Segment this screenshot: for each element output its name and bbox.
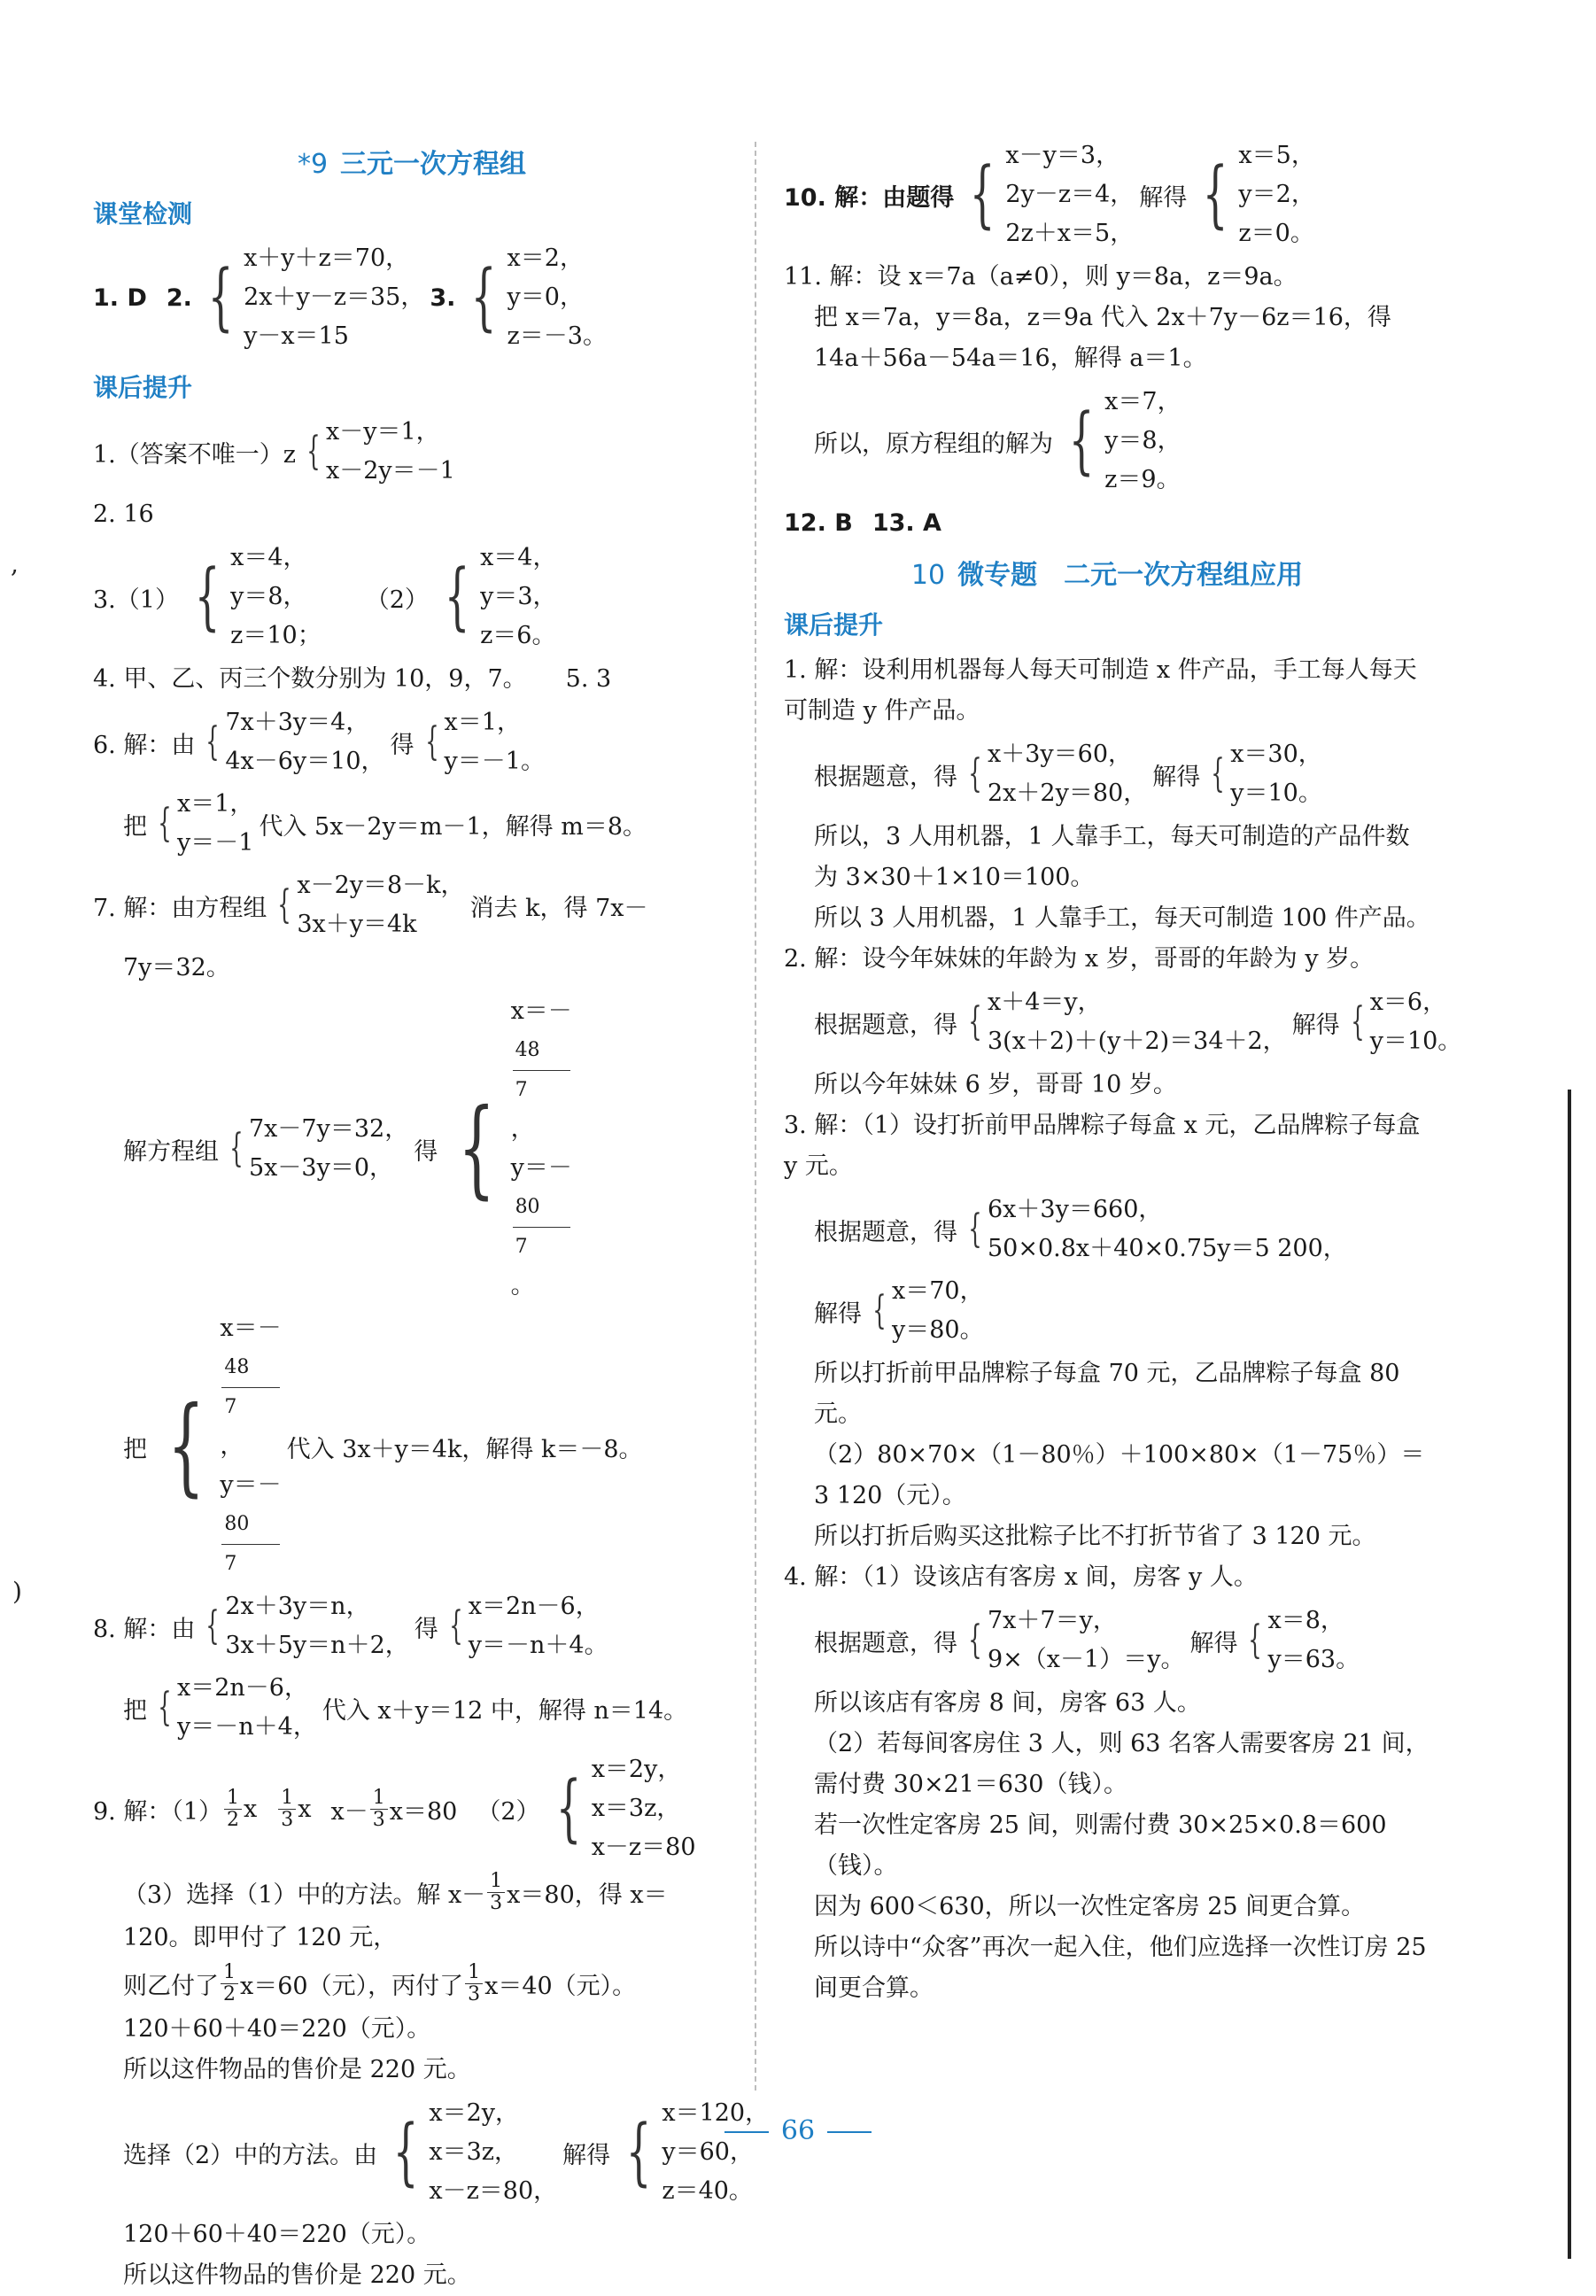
text-line: （2）80×70×（1－80％）＋100×80×（1－75％）＝3 120（元）。	[814, 1441, 1425, 1509]
equation-line: 7x＋3y＝4，	[225, 709, 370, 736]
equation-line: x＋y＋z＝70，	[244, 244, 410, 272]
equation-system: { x＋3y＝60， 2x＋2y＝80，	[963, 735, 1147, 813]
equation-line: 2z＋x＝5，	[1005, 220, 1135, 247]
scan-mark: )	[12, 1577, 22, 1606]
problem-4: 4. 解：（1）设该店有客房 x 间，房客 y 人。	[784, 1563, 1258, 1591]
answer-k4-k5: 4. 甲、乙、丙三个数分别为 10，9，7。 5. 3	[93, 665, 612, 693]
equation-line: z＝40。	[662, 2177, 753, 2205]
equation-line: x＝7，	[1104, 388, 1182, 415]
equation-line: 7x＋7＝y，	[988, 1607, 1117, 1634]
text-line: 所以 3 人用机器，1 人靠手工，每天可制造 100 件产品。	[814, 904, 1430, 932]
equation-system: { x＋y＋z＝70， 2x＋y－z＝35， y－x＝15	[198, 239, 424, 356]
equation-line: y＝8，	[230, 583, 307, 610]
equation-line: 3x＋y＝4k	[297, 911, 417, 938]
equation-line: y＝－n＋4。	[468, 1632, 608, 1659]
equation-line: x＝2，	[507, 244, 584, 272]
equation-system: { x＝2y， x＝3z， x－z＝80	[546, 1750, 696, 1867]
subheading-classroom-check: 课堂检测	[93, 199, 193, 229]
equation-line: 2y－z＝4，	[1005, 181, 1135, 208]
equation-line: x＝2n－6，	[177, 1674, 308, 1702]
equation-line: x＝1，	[177, 790, 254, 818]
text-line: 所以今年妹妹 6 岁，哥哥 10 岁。	[814, 1071, 1177, 1098]
equation-line: 5x－3y＝0，	[249, 1154, 394, 1182]
equation-line: x－y＝3，	[1005, 142, 1120, 169]
equation-line: y＝10。	[1369, 1028, 1462, 1055]
text-line: 所以这件物品的售价是 220 元。	[123, 2056, 471, 2083]
equation-system: { x＝－ 48 7 ， y＝－ 80 7	[152, 1309, 282, 1584]
equation-system: { x＝4， y＝3， z＝6。	[434, 539, 557, 655]
equation-line: x＝2n－6，	[468, 1593, 600, 1620]
equation-line: 2x＋2y＝80，	[988, 780, 1148, 807]
answer-k9: 9. 解：（1） $\frac{1}{2}$ x $\frac{1}{3}$ x x－ $\frac{1}{3}$ x＝80 （2） { x＝2y， x＝3z， x－z＝80	[93, 1750, 731, 1867]
text-line: 所以打折后购买这批粽子比不打折节省了 3 120 元。	[814, 1523, 1376, 1550]
equation-line: x－y＝1，	[326, 418, 440, 446]
equation-line: x＝6，	[1369, 989, 1447, 1016]
answer-q11-result: 所以，原方程组的解为 { x＝7， y＝8， z＝9。	[784, 383, 1430, 500]
equation-line: z＝－3。	[507, 322, 607, 350]
equation-system: { x＝2， y＝0， z＝－3。	[461, 239, 607, 356]
equation-line: z＝9。	[1104, 466, 1181, 493]
equation-line: y－x＝15	[244, 322, 349, 350]
equation-system: { x＝2n－6， y＝－n＋4。	[444, 1587, 608, 1665]
answer-k9-method2: 选择（2）中的方法。由 { x＝2y， x＝3z， x－z＝80， 解得 { x＝120， y＝60， z＝40。	[93, 2094, 731, 2211]
equation-system: { x＝2y， x＝3z， x－z＝80，	[383, 2094, 557, 2211]
fraction: $\frac{1}{2}$	[224, 1788, 242, 1831]
equation-line: 3x＋5y＝n＋2，	[225, 1632, 409, 1659]
equation-line: x－2y＝－1	[326, 457, 455, 485]
equation-system: { 7x＋7＝y， 9×（x－1）＝y。	[963, 1602, 1184, 1679]
equation-line: 4x－6y＝10，	[225, 748, 385, 775]
equation-system: { x＝6， y＝10。	[1345, 983, 1462, 1061]
equation-line: x＝2y，	[591, 1756, 682, 1783]
equation-line: x＝120，	[662, 2099, 770, 2127]
equation-line: z＝6。	[480, 622, 556, 649]
answer-q11: 11. 解：设 x＝7a（a≠0），则 y＝8a，z＝9a。	[784, 263, 1298, 291]
equation-line: x＝30，	[1230, 741, 1322, 768]
text-line: 120＋60＋40＝220（元）。	[123, 2015, 431, 2043]
answer-k2: 2. 16	[93, 500, 154, 528]
text-line: 120。即甲付了 120 元，	[123, 1924, 398, 1951]
equation-system: { x＝1， y＝－1。	[420, 703, 545, 781]
fraction: 80 7	[513, 1188, 570, 1267]
equation-system: { 2x＋3y＝n， 3x＋5y＝n＋2，	[200, 1587, 408, 1665]
answer-k8-substitute: 把 { x＝2n－6， y＝－n＋4， 代入 x＋y＝12 中，解得 n＝14。	[93, 1669, 731, 1747]
equation-line: y＝3，	[480, 583, 557, 610]
answer-row-1-3: 1. D 2. { x＋y＋z＝70， 2x＋y－z＝35， y－x＝15 3. { x＝2， y＝0， z＝－3。	[93, 239, 731, 356]
equation-line: 9×（x－1）＝y。	[988, 1646, 1185, 1673]
equation-line: 2x＋3y＝n，	[225, 1593, 370, 1620]
problem-3-system: 根据题意，得 { 6x＋3y＝660， 50×0.8x＋40×0.75y＝5 200，	[784, 1191, 1430, 1268]
equation-line: x＝70，	[892, 1277, 984, 1305]
answer-q11-body: 把 x＝7a，y＝8a，z＝9a 代入 2x＋7y－6z＝16，得 14a＋56a－54a＝16，解得 a＝1。	[814, 304, 1391, 372]
right-column	[784, 133, 1462, 2009]
fraction: $\frac{1}{3}$	[465, 1962, 483, 2005]
equation-system: { x＝4， y＝8， z＝10；	[184, 539, 322, 655]
equation-system: { x＝70， y＝80。	[867, 1272, 984, 1350]
equation-line: x＝4，	[480, 544, 557, 571]
answer-k9-payments: 则乙付了 $\frac{1}{2}$ x＝60（元），丙付了 $\frac{1}{3}$ x＝40（元）。	[123, 1961, 637, 2005]
equation-line: y＝8，	[1104, 427, 1182, 454]
equation-line: y＝－1。	[444, 748, 545, 775]
fraction: 48 7	[221, 1348, 279, 1427]
equation-system: { 7x＋3y＝4， 4x－6y＝10，	[200, 703, 384, 781]
equation-line: x＋4＝y，	[988, 989, 1102, 1016]
equation-line: x＝5，	[1238, 142, 1315, 169]
equation-line: x＝4，	[230, 544, 307, 571]
fraction: 80 7	[221, 1505, 279, 1584]
problem-3-result: 解得 { x＝70， y＝80。	[784, 1272, 1430, 1350]
answer-q12-q13: 12. B 13. A	[784, 509, 941, 537]
equation-system: { x＝30， y＝10。	[1205, 735, 1322, 813]
equation-line: 50×0.8x＋40×0.75y＝5 200，	[988, 1235, 1347, 1262]
equation-line: 6x＋3y＝660，	[988, 1196, 1163, 1223]
equation-line: z＝0。	[1238, 220, 1314, 247]
section-10-title: 10 微专题 二元一次方程组应用	[910, 560, 1304, 591]
text-line: 所以打折前甲品牌粽子每盒 70 元，乙品牌粽子每盒 80 元。	[814, 1360, 1400, 1428]
fraction: $\frac{1}{3}$	[370, 1788, 388, 1831]
page-number: 66	[0, 2115, 1596, 2146]
page-edge-shadow	[1568, 1090, 1571, 2259]
equation-system: { x＝5， y＝2， z＝0。	[1192, 136, 1315, 253]
equation-line: z＝10；	[230, 622, 322, 649]
problem-1: 1. 解：设利用机器每人每天可制造 x 件产品，手工每人每天可制造 y 件产品。	[784, 656, 1417, 725]
equation-system: { x＝1， y＝－1	[152, 785, 253, 863]
scan-mark: ,	[11, 549, 19, 578]
equation-system: { x＝7， y＝8， z＝9。	[1058, 383, 1182, 500]
equation-line: x－z＝80，	[429, 2177, 558, 2205]
fraction: $\frac{1}{3}$	[487, 1871, 505, 1914]
problem-2: 2. 解：设今年妹妹的年龄为 x 岁，哥哥的年龄为 y 岁。	[784, 945, 1375, 973]
answer-k1: 1.（答案不唯一）z { x－y＝1， x－2y＝－1	[93, 413, 731, 491]
equation-system: { x＋4＝y， 3(x＋2)＋(y＋2)＝34＋2，	[963, 983, 1287, 1061]
subheading-after-class: 课后提升	[784, 610, 884, 640]
equation-system: { 6x＋3y＝660， 50×0.8x＋40×0.75y＝5 200，	[963, 1191, 1347, 1268]
answer-k7-cont: 7y＝32。	[123, 954, 230, 981]
equation-line: x＝3z，	[429, 2138, 518, 2166]
problem-1-system: 根据题意，得 { x＋3y＝60， 2x＋2y＝80， 解得 { x＝30， y＝10。	[784, 735, 1430, 813]
text-line: 若一次性定客房 25 间，则需付费 30×25×0.8＝600（钱）。	[814, 1811, 1387, 1880]
equation-line: x－2y＝8－k，	[297, 872, 465, 899]
equation-line: y＝2，	[1238, 181, 1315, 208]
answer-k7: 7. 解：由方程组 { x－2y＝8－k， 3x＋y＝4k 消去 k，得 7x－	[93, 866, 731, 944]
equation-system: { x－y＝3， 2y－z＝4， 2z＋x＝5，	[959, 136, 1134, 253]
equation-line: y＝60，	[662, 2138, 754, 2166]
text-line: 所以诗中“众客”再次一起入住，他们应选择一次性订房 25 间更合算。	[814, 1934, 1427, 2002]
answer-k6-substitute: 把 { x＝1， y＝－1 代入 5x－2y＝m－1，解得 m＝8。	[93, 785, 731, 863]
answer-k8: 8. 解：由 { 2x＋3y＝n， 3x＋5y＝n＋2， 得 { x＝2n－6， y＝－n＋4。	[93, 1587, 731, 1665]
answer-q10: 10. 解：由题得 { x－y＝3， 2y－z＝4， 2z＋x＝5， 解得 { x＝5， y＝2， z＝0。	[784, 136, 1430, 253]
answer-k7-substitute: 把 { x＝－ 48 7 ， y＝－ 80 7 代入 3x＋y＝4k，解得 k＝－8。	[93, 1309, 731, 1584]
answer-k6: 6. 解：由 { 7x＋3y＝4， 4x－6y＝10， 得 { x＝1， y＝－1。	[93, 703, 731, 781]
fraction: $\frac{1}{3}$	[278, 1788, 296, 1831]
text-line: （2）若每间客房住 3 人，则 63 名客人需要客房 21 间，需付费 30×21＝630（钱）。	[814, 1730, 1429, 1798]
equation-line: 3(x＋2)＋(y＋2)＝34＋2，	[988, 1028, 1287, 1055]
equation-line: x＝2y，	[429, 2099, 520, 2127]
equation-line: y＝－n＋4，	[177, 1713, 317, 1741]
equation-line: y＝0，	[507, 283, 584, 311]
equation-system: { 7x－7y＝32， 5x－3y＝0，	[224, 1110, 408, 1188]
fraction: 48 7	[513, 1031, 570, 1110]
equation-system: { x＝120， y＝60， z＝40。	[616, 2094, 769, 2211]
equation-system: { x－y＝1， x－2y＝－1	[301, 413, 455, 491]
text-line: 所以该店有客房 8 间，房客 63 人。	[814, 1689, 1201, 1717]
equation-line: y＝80。	[892, 1316, 984, 1344]
problem-4-system: 根据题意，得 { 7x＋7＝y， 9×（x－1）＝y。 解得 { x＝8， y＝63。	[784, 1602, 1430, 1679]
equation-line: y＝－1	[177, 829, 254, 857]
equation-line: x＝8，	[1267, 1607, 1344, 1634]
problem-2-system: 根据题意，得 { x＋4＝y， 3(x＋2)＋(y＋2)＝34＋2， 解得 { x＝6， y＝10。	[784, 983, 1430, 1061]
answer-k3: 3.（1） { x＝4， y＝8， z＝10； （2） { x＝4， y＝3， z＝6。	[93, 539, 731, 655]
left-column	[93, 133, 770, 2296]
subheading-after-class: 课后提升	[93, 373, 193, 402]
equation-line: 7x－7y＝32，	[249, 1115, 409, 1143]
problem-3: 3. 解：（1）设打折前甲品牌粽子每盒 x 元，乙品牌粽子每盒 y 元。	[784, 1112, 1421, 1180]
equation-system: { x＝2n－6， y＝－n＋4，	[152, 1669, 317, 1747]
equation-line: x－z＝80	[591, 1834, 696, 1861]
text-line: 所以这件物品的售价是 220 元。	[123, 2261, 471, 2289]
equation-system: { x＝8， y＝63。	[1243, 1602, 1360, 1679]
equation-system: { x－2y＝8－k， 3x＋y＝4k	[272, 866, 464, 944]
answer-k9-3: （3）选择（1）中的方法。解 x－ $\frac{1}{3}$ x＝80，得 x＝	[123, 1870, 668, 1914]
equation-line: x＋3y＝60，	[988, 741, 1133, 768]
text-line: 120＋60＋40＝220（元）。	[123, 2221, 431, 2248]
equation-system: { x＝－ 48 7 ， y＝－ 80 7 。	[458, 997, 572, 1299]
section-9-title: *9 三元一次方程组	[297, 149, 527, 180]
answer-k7-solve: 解方程组 { 7x－7y＝32， 5x－3y＝0， 得 { x＝－ 48 7 ， y＝－ 80 7 。	[93, 992, 731, 1306]
equation-line: y＝10。	[1230, 780, 1322, 807]
equation-line: x＝1，	[444, 709, 521, 736]
equation-line: y＝63。	[1267, 1646, 1360, 1673]
column-divider	[755, 142, 756, 2090]
fraction: $\frac{1}{2}$	[221, 1962, 238, 2005]
equation-line: x＝3z，	[591, 1795, 681, 1822]
text-line: 所以，3 人用机器，1 人靠手工，每天可制造的产品件数为 3×30＋1×10＝100。	[814, 823, 1410, 891]
text-line: 因为 600＜630，所以一次性定客房 25 间更合算。	[814, 1893, 1366, 1920]
equation-line: 2x＋y－z＝35，	[244, 283, 425, 311]
